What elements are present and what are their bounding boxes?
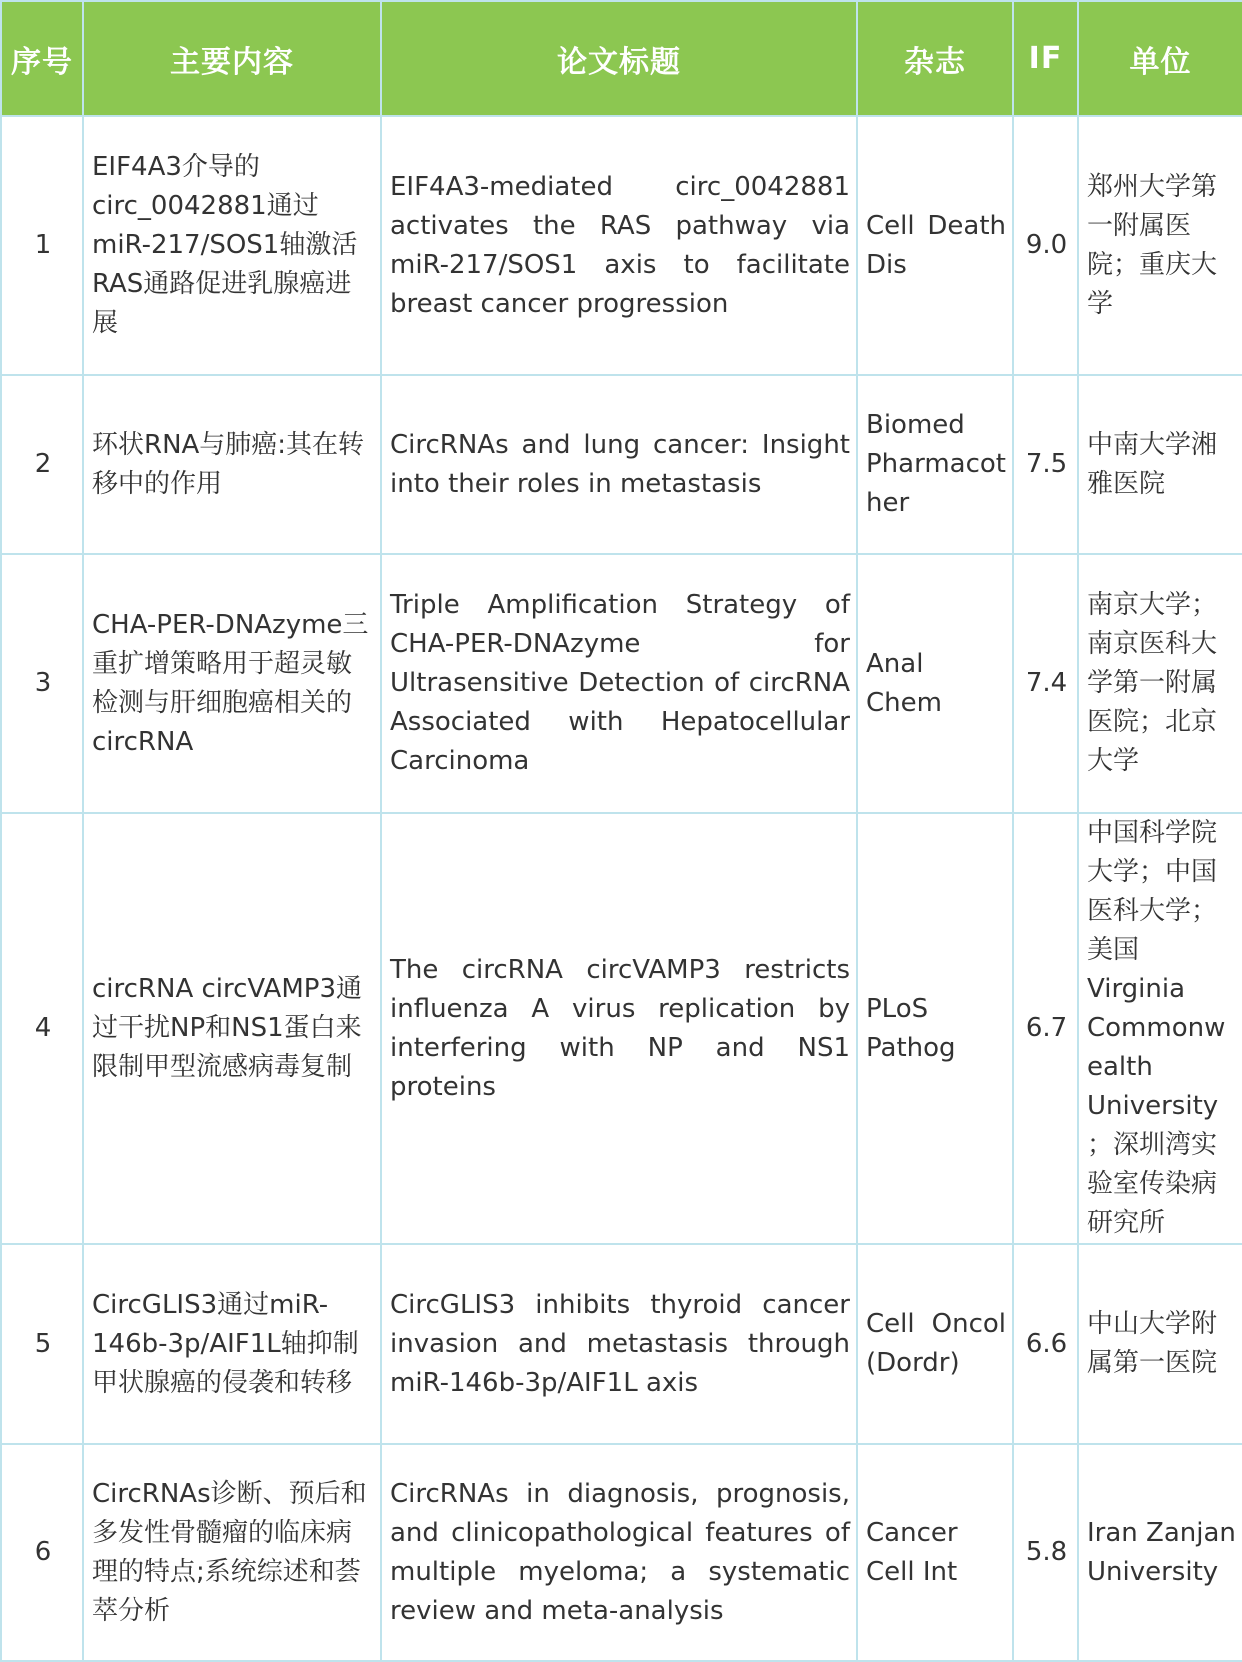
cell-no: 3 — [1, 554, 83, 813]
cell-content: circRNA circVAMP3通过干扰NP和NS1蛋白来限制甲型流感病毒复制 — [83, 813, 381, 1244]
cell-content: EIF4A3介导的circ_0042881通过miR-217/SOS1轴激活RAS通路促进乳腺癌进展 — [83, 116, 381, 375]
cell-no: 5 — [1, 1244, 83, 1444]
table-row — [1, 1244, 1242, 1444]
cell-if: 7.5 — [1013, 375, 1078, 554]
cell-title: EIF4A3-mediated circ_0042881 activates the RAS pathway via miR-217/SOS1 axis to facilitate breast cancer progression — [381, 116, 857, 375]
cell-title: Triple Amplification Strategy of CHA-PER-DNAzyme for Ultrasensitive Detection of circRNA Associated with Hepatocellular Carcinoma — [381, 554, 857, 813]
cell-journal: Cell Death Dis — [857, 116, 1013, 375]
cell-unit: 郑州大学第一附属医院；重庆大学 — [1078, 116, 1242, 375]
cell-if: 6.7 — [1013, 813, 1078, 1244]
cell-no: 2 — [1, 375, 83, 554]
cell-unit: 中山大学附属第一医院 — [1078, 1244, 1242, 1444]
cell-unit: 中南大学湘雅医院 — [1078, 375, 1242, 554]
table-row — [1, 375, 1242, 554]
header-content: 主要内容 — [83, 1, 381, 116]
cell-title: CircGLIS3 inhibits thyroid cancer invasion and metastasis through miR-146b-3p/AIF1L axis — [381, 1244, 857, 1444]
cell-if: 5.8 — [1013, 1444, 1078, 1661]
cell-content: 环状RNA与肺癌:其在转移中的作用 — [83, 375, 381, 554]
header-journal: 杂志 — [857, 1, 1013, 116]
cell-no: 4 — [1, 813, 83, 1244]
header-row — [1, 1, 1242, 116]
cell-if: 6.6 — [1013, 1244, 1078, 1444]
header-title: 论文标题 — [381, 1, 857, 116]
cell-unit: Iran Zanjan University — [1078, 1444, 1242, 1661]
cell-unit: 中国科学院大学；中国医科大学；美国Virginia Commonwealth University；深圳湾实验室传染病研究所 — [1078, 813, 1242, 1244]
cell-no: 6 — [1, 1444, 83, 1661]
header-unit: 单位 — [1078, 1, 1242, 116]
cell-title: CircRNAs in diagnosis, prognosis, and clinicopathological features of multiple myeloma; a systematic review and meta-analysis — [381, 1444, 857, 1661]
cell-content: CHA-PER-DNAzyme三重扩增策略用于超灵敏检测与肝细胞癌相关的circRNA — [83, 554, 381, 813]
table-row — [1, 554, 1242, 813]
header-no: 序号 — [1, 1, 83, 116]
table-row — [1, 116, 1242, 375]
cell-journal: Cancer Cell Int — [857, 1444, 1013, 1661]
cell-unit: 南京大学；南京医科大学第一附属医院；北京大学 — [1078, 554, 1242, 813]
cell-title: CircRNAs and lung cancer: Insight into their roles in metastasis — [381, 375, 857, 554]
cell-no: 1 — [1, 116, 83, 375]
cell-journal: Biomed Pharmacother — [857, 375, 1013, 554]
cell-journal: Anal Chem — [857, 554, 1013, 813]
cell-journal: PLoS Pathog — [857, 813, 1013, 1244]
cell-if: 9.0 — [1013, 116, 1078, 375]
cell-if: 7.4 — [1013, 554, 1078, 813]
cell-content: CircGLIS3通过miR-146b-3p/AIF1L轴抑制甲状腺癌的侵袭和转移 — [83, 1244, 381, 1444]
table-row — [1, 1444, 1242, 1661]
header-if: IF — [1013, 1, 1078, 116]
cell-content: CircRNAs诊断、预后和多发性骨髓瘤的临床病理的特点;系统综述和荟萃分析 — [83, 1444, 381, 1661]
cell-journal: Cell Oncol (Dordr) — [857, 1244, 1013, 1444]
cell-title: The circRNA circVAMP3 restricts influenza A virus replication by interfering with NP and NS1 proteins — [381, 813, 857, 1244]
table-row — [1, 813, 1242, 1244]
